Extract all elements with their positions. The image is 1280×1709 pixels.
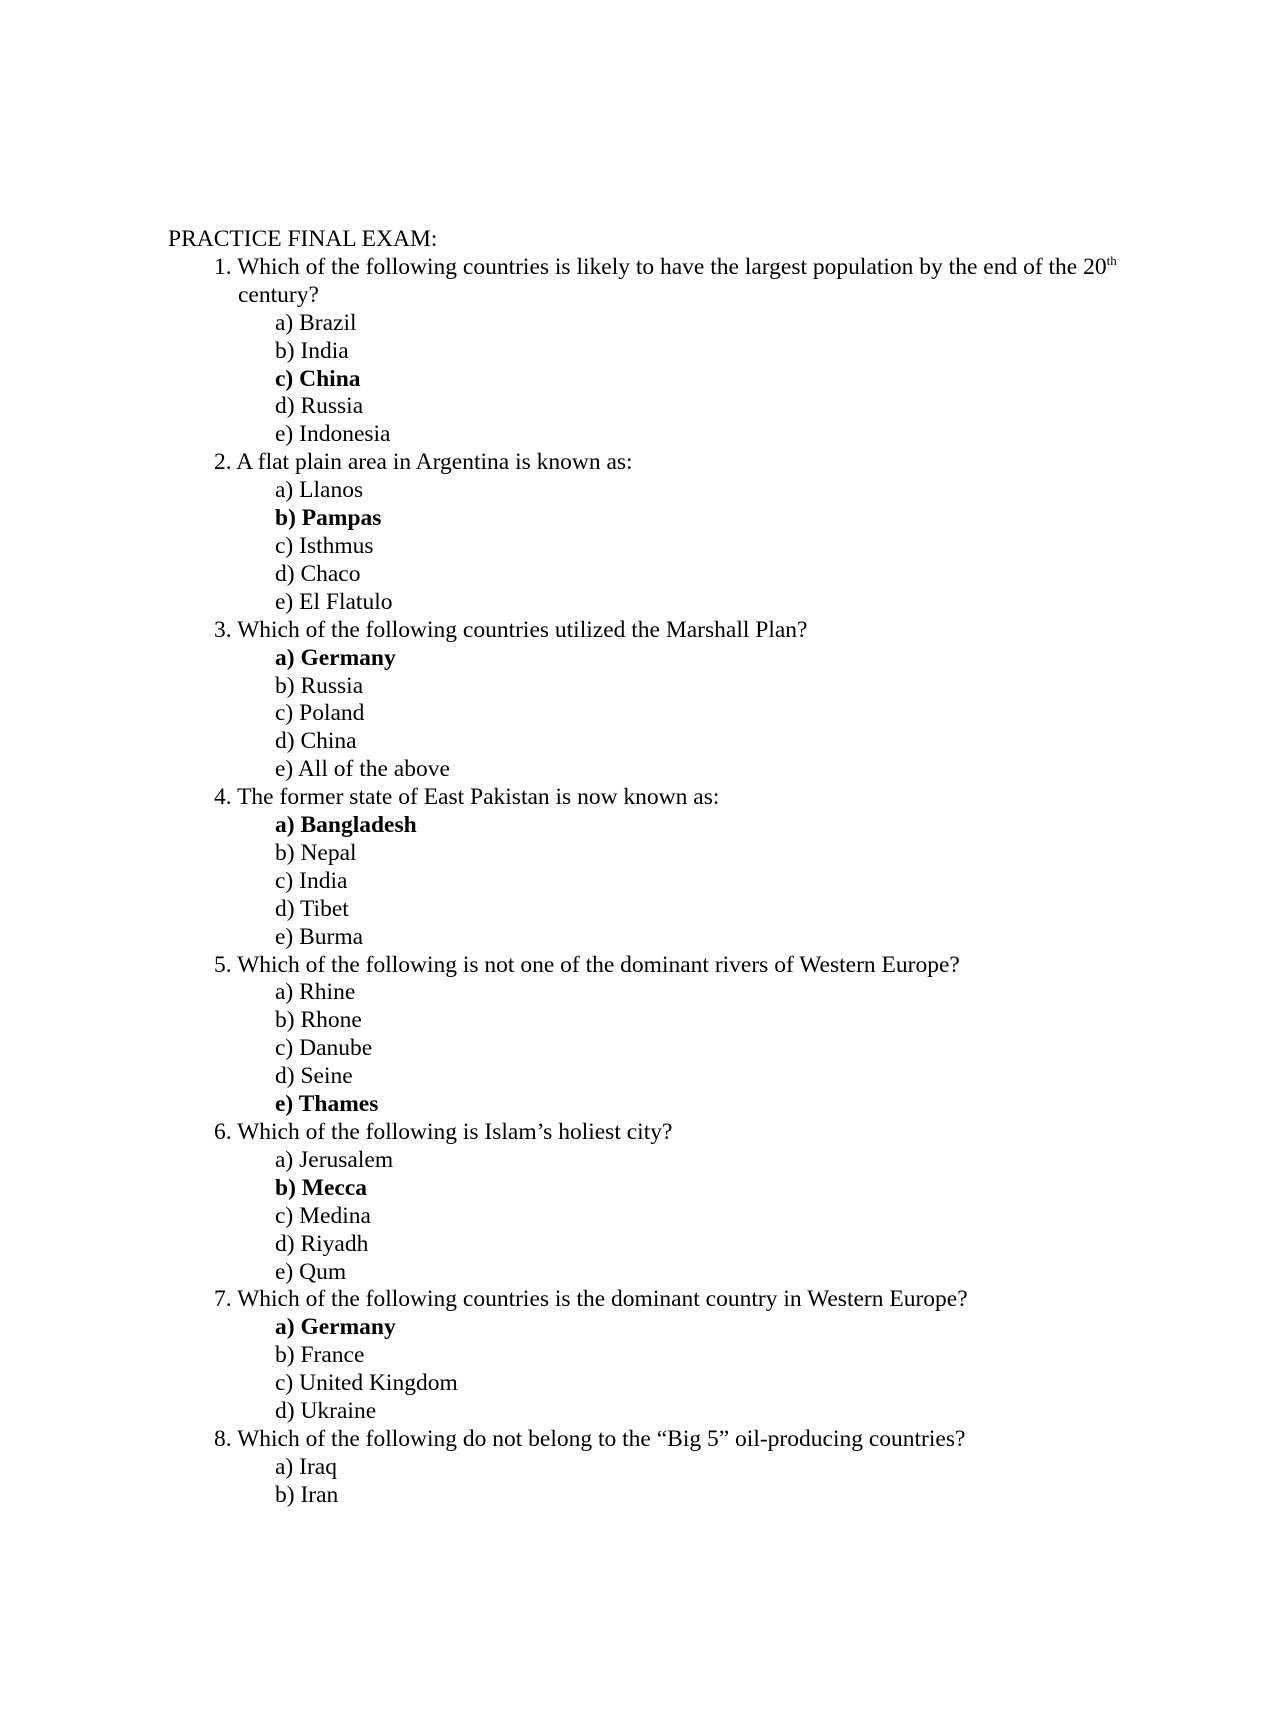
question-prompt: Which of the following is not one of the dominant rivers of Western Europe? (237, 951, 960, 978)
question-prompt: Which of the following do not belong to the “Big 5” oil-producing countries? (237, 1425, 966, 1452)
answer-option: c) India (275, 867, 348, 894)
answer-option-correct: b) Mecca (275, 1174, 367, 1201)
answer-option: e) Qum (275, 1258, 347, 1285)
question-number: 6. (214, 1119, 232, 1145)
answer-option: c) Medina (275, 1202, 371, 1229)
question-5 (168, 952, 1168, 1119)
ordinal-superscript: th (1106, 253, 1117, 269)
answer-option: d) Riyadh (275, 1230, 369, 1257)
answer-option: c) Isthmus (275, 532, 374, 559)
answer-options (168, 1314, 1168, 1426)
answer-options (168, 645, 1168, 785)
answer-option: a) Iraq (275, 1453, 337, 1480)
answer-option-correct: a) Germany (275, 644, 396, 671)
answer-option-correct: e) Thames (275, 1091, 379, 1118)
question-3 (168, 617, 1168, 784)
question-text (168, 617, 1138, 645)
question-4 (168, 784, 1168, 951)
question-8 (168, 1426, 1168, 1510)
answer-option: c) Danube (275, 1035, 373, 1062)
question-text (168, 254, 1138, 310)
answer-option: b) Russia (275, 672, 364, 699)
question-number: 5. (214, 951, 232, 978)
answer-option: c) Poland (275, 700, 365, 727)
answer-option-correct: c) China (275, 365, 361, 392)
answer-option: a) Jerusalem (275, 1146, 394, 1173)
answer-option: b) France (275, 1342, 365, 1369)
answer-option: e) El Flatulo (275, 588, 393, 615)
answer-option: e) Indonesia (275, 421, 391, 448)
question-text (168, 952, 1138, 980)
answer-option: d) Russia (275, 393, 364, 420)
question-text (168, 784, 1138, 812)
answer-options (168, 477, 1168, 617)
question-text (168, 1119, 1138, 1147)
answer-option-correct: a) Germany (275, 1314, 396, 1341)
document-body (168, 226, 1168, 1510)
question-prompt: Which of the following countries is the dominant country in Western Europe? (237, 1286, 968, 1313)
answer-option-correct: a) Bangladesh (275, 812, 417, 839)
question-prompt-continued: century? (238, 281, 319, 308)
question-prompt: A flat plain area in Argentina is known as: (236, 449, 633, 476)
answer-option: d) Seine (275, 1063, 353, 1090)
answer-option: a) Rhine (275, 979, 356, 1006)
question-number: 4. (214, 784, 232, 811)
answer-option: b) India (275, 337, 349, 364)
answer-option: b) Iran (275, 1481, 339, 1508)
answer-option: e) Burma (275, 923, 364, 950)
answer-option: b) Rhone (275, 1007, 362, 1034)
question-2 (168, 449, 1168, 616)
answer-option: d) Chaco (275, 560, 361, 587)
answer-options (168, 310, 1168, 450)
question-prompt: The former state of East Pakistan is now known as: (237, 784, 720, 811)
question-prompt: Which of the following countries is likely to have the largest population by the end of the 20 (237, 253, 1107, 280)
answer-option: b) Nepal (275, 839, 357, 866)
question-number: 7. (214, 1286, 232, 1313)
question-prompt: Which of the following is Islam’s holiest city? (237, 1119, 673, 1145)
answer-option: a) Llanos (275, 477, 364, 504)
question-7 (168, 1286, 1168, 1426)
answer-option: c) United Kingdom (275, 1370, 458, 1397)
question-prompt: Which of the following countries utilized the Marshall Plan? (237, 616, 808, 643)
answer-options (168, 812, 1168, 952)
answer-option: a) Brazil (275, 309, 357, 336)
answer-option: e) All of the above (275, 756, 450, 783)
answer-options (168, 979, 1168, 1119)
answer-option: d) Tibet (275, 895, 349, 922)
question-number: 3. (214, 616, 232, 643)
answer-option: d) China (275, 728, 357, 755)
answer-option: d) Ukraine (275, 1398, 377, 1425)
question-number: 8. (214, 1425, 232, 1452)
question-text (168, 1286, 1138, 1314)
answer-option-correct: b) Pampas (275, 505, 382, 532)
question-number: 2. (214, 449, 232, 476)
answer-options (168, 1147, 1168, 1287)
question-number: 1. (214, 253, 232, 280)
question-list (168, 254, 1168, 1510)
answer-options (168, 1454, 1168, 1510)
question-text (168, 1426, 1138, 1454)
question-6 (168, 1119, 1168, 1286)
question-1 (168, 254, 1168, 449)
exam-title: PRACTICE FINAL EXAM: (168, 226, 438, 252)
question-text (168, 449, 1138, 477)
